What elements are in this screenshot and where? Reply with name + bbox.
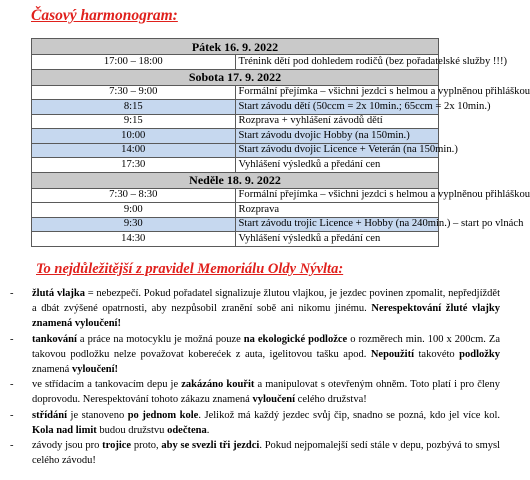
schedule-row [32,129,439,144]
rule-item [8,438,500,468]
schedule-event: Formální přejímka – všichni jezdci s helmou a vyplněnou přihláškou [235,85,439,100]
rule-text: a manipulovat s otevřeným ohněm. Toto platí i pro členy doprovodu. Nerespektování tohoto zákazu znamená [32,379,500,406]
rule-text: závody jsou pro [32,440,103,452]
schedule-row [32,114,439,129]
schedule-time: 14:30 [32,232,236,247]
schedule-event: Start závodu dvojic Licence + Veterán (na 150min.) [235,143,439,158]
schedule-row [32,100,439,115]
schedule-time: 9:00 [32,203,236,218]
schedule-event: Start závodu dětí (50ccm = 2x 10min.; 65ccm = 2x 10min.) [235,100,439,115]
rule-text: o rozměrech min. 100 x 200cm. Za takovou podložku nelze považovat koberećek z auta, igelitovou tašku apod. [32,333,500,360]
schedule-row [32,188,439,203]
schedule-row [32,85,439,100]
rule-text: a práce na motocyklu je možná pouze [76,333,244,345]
schedule-row [32,158,439,173]
rule-bullet: - [10,409,14,421]
day-header-row [32,39,439,55]
schedule-event: Start závodu trojic Licence + Hobby (na 240min.) – start po vlnách [235,217,439,232]
rule-bullet: - [10,333,14,345]
rule-text: ve střídacím a tankovacím depu je [32,379,182,391]
schedule-heading: Časový harmonogram: [31,7,178,24]
rule-text: = nebezpečí. Pokud pořadatel signalizuje žlutou vlajkou, je jezdec povinen zpomalit, nepředjíždět a dbát zvýšené opatrnosti, aby nezpůsobil zranění sobě ani nikomu jinému. [32,288,500,315]
schedule-event: Trénink dětí pod dohledem rodičů (bez pořadatelské služby !!!) [235,55,439,70]
schedule-time: 14:00 [32,143,236,158]
rule-text: takovéto [414,348,460,360]
schedule-time: 7:30 – 8:30 [32,188,236,203]
schedule-table [31,38,530,247]
schedule-time: 9:30 [32,217,236,232]
rule-item [8,332,500,378]
rule-emphasis: tankování [32,333,77,345]
schedule-event: Formální přejímka – všichni jezdci s helmou a vyplněnou přihláškou [235,188,439,203]
schedule-time: 17:00 – 18:00 [32,55,236,70]
rule-emphasis: aby se svezli tři jezdci [161,440,260,452]
day-title: Sobota 17. 9. 2022 [32,69,439,85]
rule-emphasis: Kola nad limit [32,424,97,436]
schedule-row [32,143,439,158]
rule-emphasis: střídání [32,409,68,421]
schedule-time: 8:15 [32,100,236,115]
schedule-time: 10:00 [32,129,236,144]
rule-emphasis: vyloučení! [71,364,119,376]
schedule-event: Vyhlášení výsledků a předání cen [235,232,439,247]
rule-emphasis: na ekologické podložce [243,333,348,345]
rule-emphasis: Nepoužití [370,348,414,360]
rule-emphasis: podložky [459,348,500,360]
rule-item [8,377,500,407]
schedule-event: Vyhlášení výsledků a předání cen [235,158,439,173]
rule-text: celého družstva! [295,394,367,406]
rule-emphasis: žlutá vlajka [32,288,85,299]
rule-text: . [206,424,210,436]
rule-emphasis: vyloučení [252,394,296,406]
rule-text: znamená [32,364,72,376]
day-header-row [32,69,439,85]
day-header-row [32,172,439,188]
rule-emphasis: po jednom kole [127,409,199,421]
rule-item [8,408,500,438]
rule-emphasis: trojice [102,440,132,452]
schedule-event: Start závodu dvojic Hobby (na 150min.) [235,129,439,144]
schedule-time: 7:30 – 9:00 [32,85,236,100]
schedule-row [32,203,439,218]
rule-text: budou družstvu [96,424,168,436]
schedule-table-body [32,39,530,247]
rule-emphasis: Nerespektování žluté vlajky znamená vyloučení! [32,303,500,330]
rule-bullet: - [10,288,14,299]
rule-bullet: - [10,440,14,452]
rule-text: . Pokud nejpomalejší sedí stále v depu, pozbývá to smysl celého závodu! [32,440,500,467]
schedule-time: 9:15 [32,114,236,129]
rules-heading: To nejdůležitější z pravidel Memoriálu Oldy Nývlta: [36,261,344,277]
schedule-event: Rozprava [235,203,439,218]
schedule-row [32,55,439,70]
rule-text: proto, [131,440,162,452]
schedule-event: Rozprava + vyhlášení závodů dětí [235,114,439,129]
rule-text: . Jelikož má každý jezdec svůj čip, snadno se pozná, kdo jel více kol. [198,409,501,421]
rules-list [8,286,500,468]
rule-text: je stanoveno [67,409,128,421]
rule-emphasis: odečtena [167,424,207,436]
rule-emphasis: zakázáno kouřit [181,379,255,391]
schedule-row [32,217,439,232]
day-title: Neděle 18. 9. 2022 [32,172,439,188]
schedule-row [32,232,439,247]
rule-bullet: - [10,379,14,391]
day-title: Pátek 16. 9. 2022 [32,39,439,55]
rule-item [8,286,500,332]
schedule-time: 17:30 [32,158,236,173]
